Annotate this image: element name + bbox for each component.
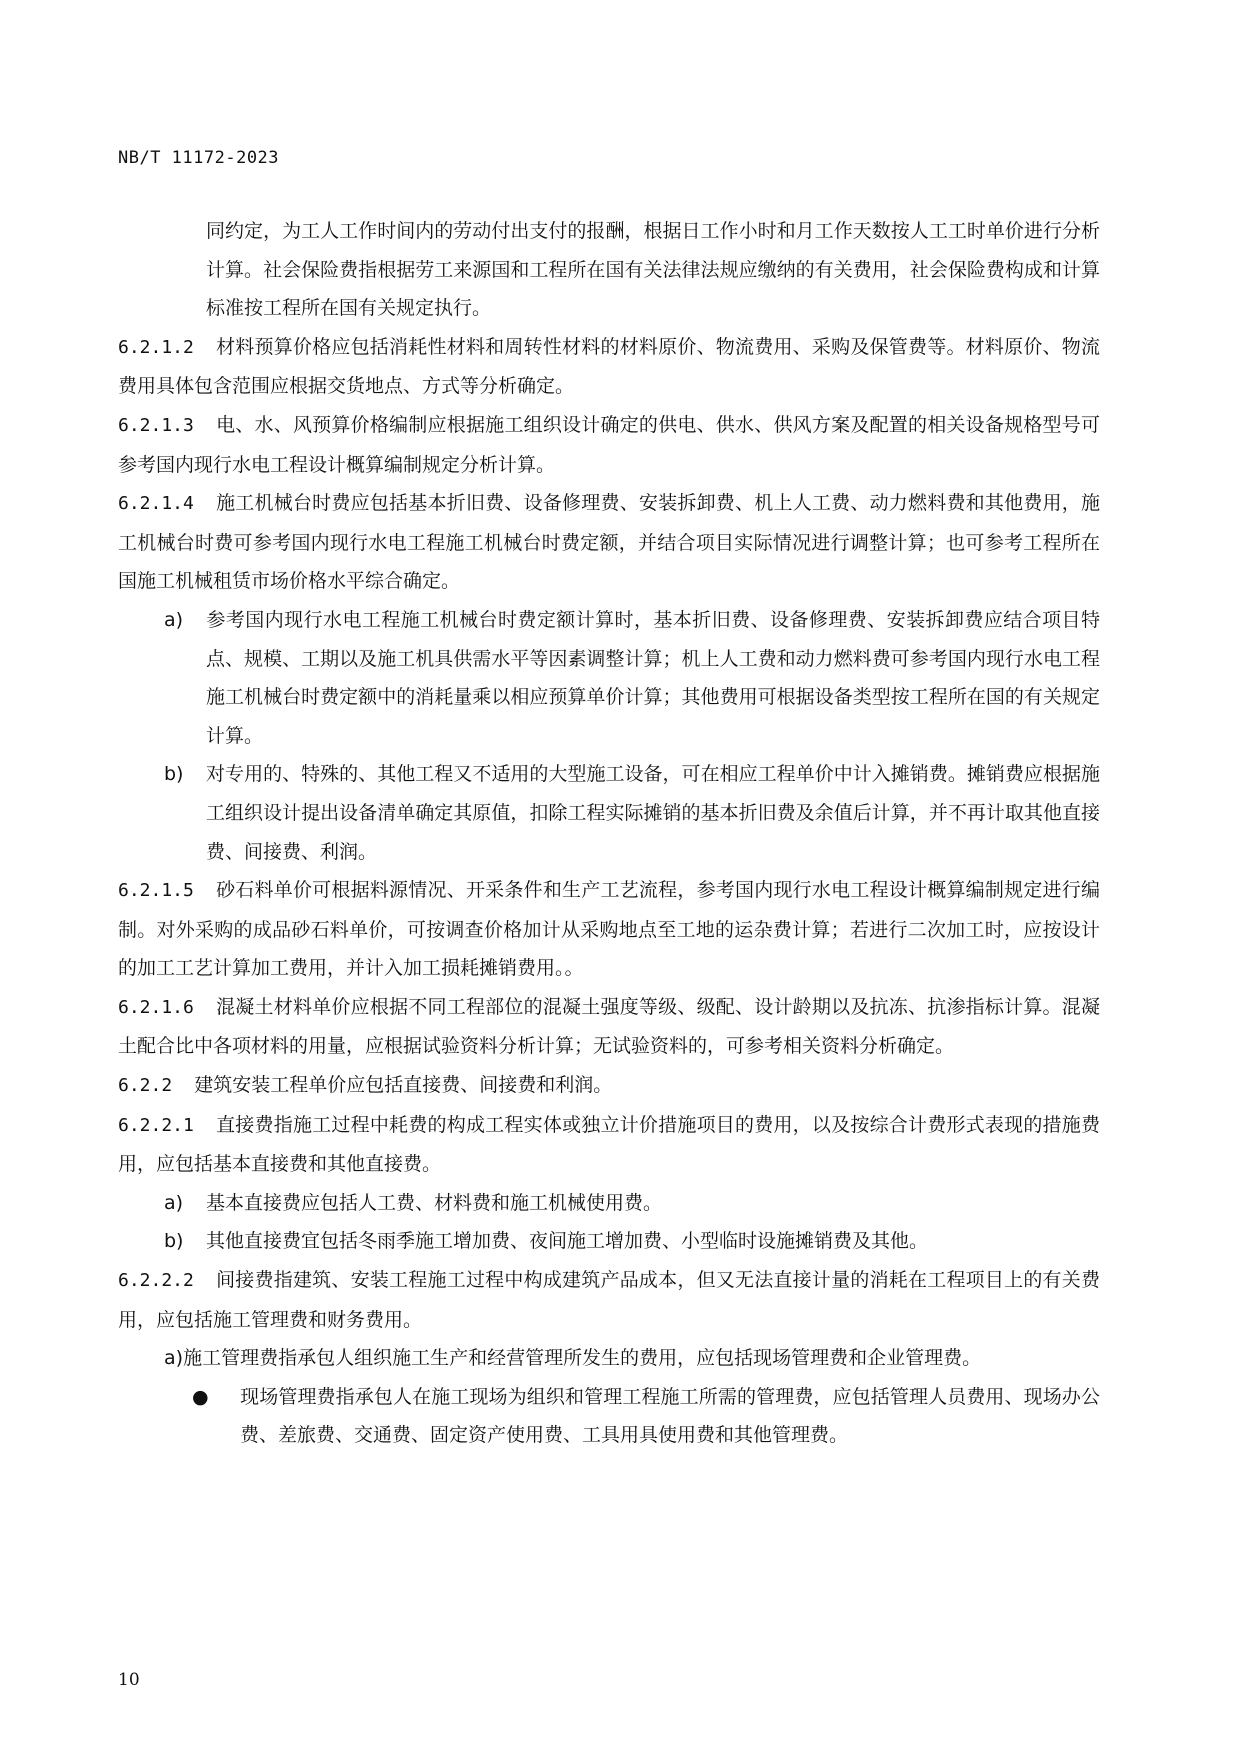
list-item-a bbox=[118, 601, 1100, 755]
clause-number: 6.2.2.2 bbox=[118, 1270, 194, 1292]
clause-6-2-1-3 bbox=[118, 406, 1100, 484]
clause-number: 6.2.1.5 bbox=[118, 880, 194, 902]
clause-6-2-2-2 bbox=[118, 1261, 1100, 1339]
clause-text: 砂石料单价可根据料源情况、开采条件和生产工艺流程，参考国内现行水电工程设计概算编制规定进行编制。对外采购的成品砂石料单价，可按调查价格加计从采购地点至工地的运杂费计算；若进行二次加工时，应按设计的加工工艺计算加工费用，并计入加工损耗摊销费用。。 bbox=[118, 879, 1100, 980]
clause-number: 6.2.1.3 bbox=[118, 414, 194, 436]
clause-text: 电、水、风预算价格编制应根据施工组织设计确定的供电、供水、供风方案及配置的相关设备规格型号可参考国内现行水电工程设计概算编制规定分析计算。 bbox=[118, 413, 1100, 476]
list-item-a bbox=[118, 1184, 1100, 1223]
list-text: 施工管理费指承包人组织施工生产和经营管理所发生的费用，应包括现场管理费和企业管理费。 bbox=[183, 1347, 982, 1370]
clause-number: 6.2.1.4 bbox=[118, 493, 194, 515]
clause-text: 间接费指建筑、安装工程施工过程中构成建筑产品成本，但又无法直接计量的消耗在工程项目上的有关费用，应包括施工管理费和财务费用。 bbox=[118, 1269, 1100, 1331]
clause-text: 施工机械台时费应包括基本折旧费、设备修理费、安装拆卸费、机上人工费、动力燃料费和其他费用，施工机械台时费可参考国内现行水电工程施工机械台时费定额，并结合项目实际情况进行调整计算；也可参考工程所在国施工机械租赁市场价格水平综合确定。 bbox=[118, 492, 1100, 593]
bullet-text: 现场管理费指承包人在施工现场为组织和管理工程施工所需的管理费，应包括管理人员费用、现场办公费、差旅费、交通费、固定资产使用费、工具用具使用费和其他管理费。 bbox=[240, 1385, 1100, 1447]
clause-6-2-1-4 bbox=[118, 484, 1100, 601]
list-label: b) bbox=[164, 1230, 184, 1253]
list-label: a) bbox=[164, 608, 184, 631]
clause-6-2-1-6 bbox=[118, 988, 1100, 1066]
list-text: 基本直接费应包括人工费、材料费和施工机械使用费。 bbox=[206, 1191, 663, 1214]
clause-6-2-2-1 bbox=[118, 1106, 1100, 1184]
list-text: 参考国内现行水电工程施工机械台时费定额计算时，基本折旧费、设备修理费、安装拆卸费应结合项目特点、规模、工期以及施工机具供需水平等因素调整计算；机上人工费和动力燃料费可参考国内现行水电工程施工机械台时费定额中的消耗量乘以相应预算单价计算；其他费用可根据设备类型按工程所在国的有关规定计算。 bbox=[206, 608, 1100, 747]
list-item-b bbox=[118, 1222, 1100, 1261]
list-item-b bbox=[118, 755, 1100, 871]
clause-number: 6.2.1.2 bbox=[118, 336, 194, 358]
clause-6-2-2 bbox=[118, 1066, 1100, 1106]
clause-text: 材料预算价格应包括消耗性材料和周转性材料的材料原价、物流费用、采购及保管费等。材料原价、物流费用具体包含范围应根据交货地点、方式等分析确定。 bbox=[118, 335, 1100, 398]
list-item-a bbox=[118, 1339, 1100, 1378]
list-label: b) bbox=[164, 763, 184, 786]
clause-6-2-1-5 bbox=[118, 871, 1100, 988]
list-text: 对专用的、特殊的、其他工程又不适用的大型施工设备，可在相应工程单价中计入摊销费。摊销费应根据施工组织设计提出设备清单确定其原值，扣除工程实际摊销的基本折旧费及余值后计算，并不再计取其他直接费、间接费、利润。 bbox=[206, 763, 1100, 863]
document-body bbox=[118, 212, 1100, 1455]
clause-text: 混凝土材料单价应根据不同工程部位的混凝土强度等级、级配、设计龄期以及抗冻、抗渗指标计算。混凝土配合比中各项材料的用量，应根据试验资料分析计算；无试验资料的，可参考相关资料分析确定。 bbox=[118, 995, 1100, 1058]
clause-6-2-1-2 bbox=[118, 328, 1100, 406]
clause-number: 6.2.2 bbox=[118, 1075, 173, 1097]
clause-number: 6.2.2.1 bbox=[118, 1114, 194, 1136]
standard-number-header: NB/T 11172-2023 bbox=[118, 148, 280, 168]
list-text: 其他直接费宜包括冬雨季施工增加费、夜间施工增加费、小型临时设施摊销费及其他。 bbox=[206, 1230, 929, 1253]
bullet-dot-icon: ● bbox=[192, 1385, 209, 1408]
bullet-item bbox=[118, 1378, 1100, 1455]
clause-number: 6.2.1.6 bbox=[118, 996, 194, 1018]
clause-text: 建筑安装工程单价应包括直接费、间接费和利润。 bbox=[194, 1074, 613, 1097]
list-label: a) bbox=[164, 1347, 184, 1370]
list-label: a) bbox=[164, 1191, 184, 1214]
clause-text: 直接费指施工过程中耗费的构成工程实体或独立计价措施项目的费用，以及按综合计费形式表现的措施费用，应包括基本直接费和其他直接费。 bbox=[118, 1113, 1100, 1176]
paragraph-continuation: 同约定，为工人工作时间内的劳动付出支付的报酬，根据日工作小时和月工作天数按人工工时单价进行分析计算。社会保险费指根据劳工来源国和工程所在国有关法律法规应缴纳的有关费用，社会保险费构成和计算标准按工程所在国有关规定执行。 bbox=[206, 220, 1100, 320]
page-number: 10 bbox=[118, 1670, 140, 1690]
